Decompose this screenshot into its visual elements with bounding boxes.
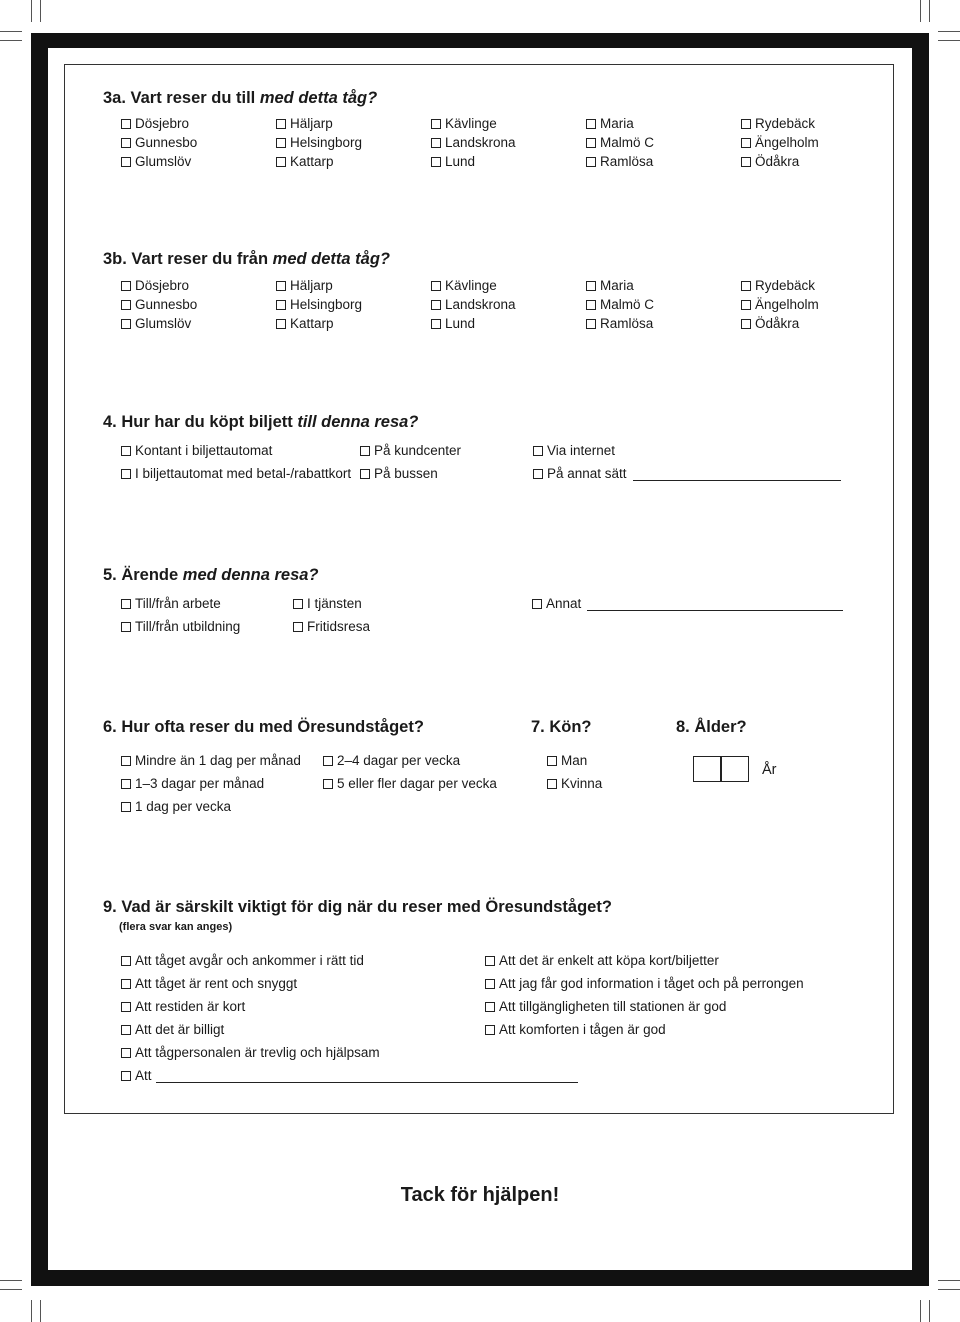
checkbox[interactable] <box>586 319 596 329</box>
checkbox-option[interactable]: Maria <box>586 116 634 132</box>
checkbox[interactable] <box>276 157 286 167</box>
checkbox-option[interactable]: Helsingborg <box>276 135 362 151</box>
checkbox[interactable] <box>547 756 557 766</box>
checkbox[interactable] <box>121 779 131 789</box>
checkbox-option[interactable]: På bussen <box>360 466 438 482</box>
checkbox[interactable] <box>276 319 286 329</box>
checkbox-option[interactable]: Kävlinge <box>431 278 497 294</box>
checkbox-option[interactable]: Att tågpersonalen är trevlig och hjälpsam <box>121 1045 380 1061</box>
checkbox-option[interactable]: 1–3 dagar per månad <box>121 776 264 792</box>
question-9-heading: 9. Vad är särskilt viktigt för dig när du reser med Öresundståget? <box>103 898 612 916</box>
crop-mark <box>0 1289 22 1290</box>
checkbox-option[interactable]: Att det är billigt <box>121 1022 224 1038</box>
checkbox-option[interactable]: Ängelholm <box>741 135 819 151</box>
checkbox-option[interactable]: Att <box>121 1068 578 1084</box>
crop-mark <box>938 31 960 32</box>
checkbox[interactable] <box>121 446 131 456</box>
checkbox[interactable] <box>121 319 131 329</box>
checkbox[interactable] <box>121 138 131 148</box>
checkbox-option[interactable]: Kävlinge <box>431 116 497 132</box>
crop-mark <box>0 31 22 32</box>
checkbox[interactable] <box>121 956 131 966</box>
checkbox-option[interactable]: Att tillgängligheten till stationen är god <box>485 999 726 1015</box>
checkbox[interactable] <box>323 779 333 789</box>
checkbox[interactable] <box>431 138 441 148</box>
checkbox[interactable] <box>485 956 495 966</box>
checkbox-option[interactable]: Häljarp <box>276 116 333 132</box>
checkbox-option[interactable]: Lund <box>431 316 475 332</box>
checkbox[interactable] <box>533 469 543 479</box>
question-6-heading: 6. Hur ofta reser du med Öresundståget? <box>103 718 424 736</box>
checkbox-option[interactable]: Fritidsresa <box>293 619 370 635</box>
checkbox-option[interactable]: Rydebäck <box>741 116 815 132</box>
checkbox[interactable] <box>741 157 751 167</box>
crop-mark <box>920 1300 921 1322</box>
checkbox-option[interactable]: Via internet <box>533 443 615 459</box>
checkbox[interactable] <box>360 446 370 456</box>
crop-mark <box>31 1300 32 1322</box>
checkbox[interactable] <box>741 138 751 148</box>
crop-mark <box>929 0 930 22</box>
checkbox-option[interactable]: Till/från arbete <box>121 596 221 612</box>
checkbox-option[interactable]: 2–4 dagar per vecka <box>323 753 460 769</box>
checkbox-option[interactable]: Gunnesbo <box>121 135 197 151</box>
checkbox[interactable] <box>121 119 131 129</box>
checkbox[interactable] <box>360 469 370 479</box>
checkbox[interactable] <box>485 1025 495 1035</box>
checkbox[interactable] <box>276 300 286 310</box>
checkbox-option[interactable]: Mindre än 1 dag per månad <box>121 753 301 769</box>
checkbox[interactable] <box>276 138 286 148</box>
checkbox-option[interactable]: Dösjebro <box>121 278 189 294</box>
crop-mark <box>938 40 960 41</box>
checkbox-option[interactable]: Glumslöv <box>121 316 191 332</box>
checkbox[interactable] <box>586 119 596 129</box>
checkbox-option[interactable]: Ödåkra <box>741 316 799 332</box>
age-digit-box[interactable] <box>721 756 749 782</box>
question-9-note: (flera svar kan anges) <box>119 921 233 933</box>
crop-mark <box>920 0 921 22</box>
checkbox-option[interactable]: På annat sätt <box>533 466 841 482</box>
checkbox-option[interactable]: Att jag får god information i tåget och på perrongen <box>485 976 804 992</box>
checkbox-option[interactable]: Kattarp <box>276 154 334 170</box>
crop-mark <box>0 40 22 41</box>
checkbox[interactable] <box>741 300 751 310</box>
checkbox[interactable] <box>121 469 131 479</box>
checkbox-option[interactable]: Landskrona <box>431 297 516 313</box>
crop-mark <box>938 1280 960 1281</box>
checkbox-option[interactable]: Kvinna <box>547 776 602 792</box>
crop-mark <box>31 0 32 22</box>
checkbox[interactable] <box>741 319 751 329</box>
checkbox-option[interactable]: Gunnesbo <box>121 297 197 313</box>
crop-mark <box>40 0 41 22</box>
checkbox[interactable] <box>276 119 286 129</box>
checkbox-option[interactable]: Maria <box>586 278 634 294</box>
checkbox[interactable] <box>293 599 303 609</box>
checkbox[interactable] <box>741 281 751 291</box>
other-answer-line[interactable] <box>633 467 841 481</box>
question-7-heading: 7. Kön? <box>531 718 592 736</box>
crop-mark <box>929 1300 930 1322</box>
checkbox[interactable] <box>121 157 131 167</box>
crop-mark <box>0 1280 22 1281</box>
checkbox-option[interactable]: Ramlösa <box>586 154 653 170</box>
question-3b-heading: 3b. Vart reser du från med detta tåg? <box>103 250 391 268</box>
question-8-heading: 8. Ålder? <box>676 718 747 736</box>
checkbox-option[interactable]: Kattarp <box>276 316 334 332</box>
checkbox-option[interactable]: Annat <box>532 596 843 612</box>
checkbox[interactable] <box>121 802 131 812</box>
checkbox[interactable] <box>121 300 131 310</box>
crop-mark <box>40 1300 41 1322</box>
checkbox[interactable] <box>121 1025 131 1035</box>
checkbox-option[interactable]: Dösjebro <box>121 116 189 132</box>
crop-mark <box>938 1289 960 1290</box>
other-answer-line[interactable] <box>156 1069 578 1083</box>
checkbox-option[interactable]: I tjänsten <box>293 596 362 612</box>
question-3a-heading: 3a. Vart reser du till med detta tåg? <box>103 89 378 107</box>
checkbox-option[interactable]: Helsingborg <box>276 297 362 313</box>
checkbox-option[interactable]: Till/från utbildning <box>121 619 240 635</box>
checkbox[interactable] <box>586 157 596 167</box>
checkbox[interactable] <box>431 319 441 329</box>
checkbox-option[interactable]: Malmö C <box>586 135 654 151</box>
checkbox[interactable] <box>121 756 131 766</box>
closing-message: Tack för hjälpen! <box>400 1184 560 1206</box>
checkbox[interactable] <box>586 281 596 291</box>
checkbox[interactable] <box>121 979 131 989</box>
checkbox[interactable] <box>276 281 286 291</box>
checkbox-option[interactable]: Malmö C <box>586 297 654 313</box>
checkbox[interactable] <box>293 622 303 632</box>
checkbox[interactable] <box>547 779 557 789</box>
checkbox[interactable] <box>121 622 131 632</box>
checkbox[interactable] <box>431 281 441 291</box>
checkbox-option[interactable]: Häljarp <box>276 278 333 294</box>
checkbox[interactable] <box>121 599 131 609</box>
checkbox[interactable] <box>485 979 495 989</box>
checkbox-option[interactable]: 5 eller fler dagar per vecka <box>323 776 497 792</box>
checkbox-option[interactable]: Man <box>547 753 587 769</box>
checkbox-option[interactable]: Att restiden är kort <box>121 999 245 1015</box>
checkbox-option[interactable]: Ängelholm <box>741 297 819 313</box>
age-digit-box[interactable] <box>693 756 721 782</box>
checkbox[interactable] <box>121 1048 131 1058</box>
checkbox-option[interactable]: Kontant i biljettautomat <box>121 443 272 459</box>
checkbox-option[interactable]: Rydebäck <box>741 278 815 294</box>
checkbox[interactable] <box>431 119 441 129</box>
checkbox-option[interactable]: Glumslöv <box>121 154 191 170</box>
checkbox-option[interactable]: Att tåget är rent och snyggt <box>121 976 297 992</box>
checkbox-option[interactable]: 1 dag per vecka <box>121 799 231 815</box>
checkbox-option[interactable]: Att komforten i tågen är god <box>485 1022 666 1038</box>
checkbox-option[interactable]: Att det är enkelt att köpa kort/biljetter <box>485 953 719 969</box>
checkbox[interactable] <box>485 1002 495 1012</box>
question-4-heading: 4. Hur har du köpt biljett till denna resa? <box>103 413 419 431</box>
other-answer-line[interactable] <box>587 597 843 611</box>
age-unit-label: År <box>762 762 777 778</box>
checkbox-option[interactable]: Ödåkra <box>741 154 799 170</box>
checkbox[interactable] <box>323 756 333 766</box>
checkbox-option[interactable]: Ramlösa <box>586 316 653 332</box>
checkbox[interactable] <box>121 1071 131 1081</box>
checkbox[interactable] <box>121 281 131 291</box>
question-5-heading: 5. Ärende med denna resa? <box>103 566 319 584</box>
checkbox[interactable] <box>586 138 596 148</box>
checkbox[interactable] <box>586 300 596 310</box>
checkbox[interactable] <box>741 119 751 129</box>
checkbox[interactable] <box>533 446 543 456</box>
checkbox-option[interactable]: På kundcenter <box>360 443 461 459</box>
checkbox-option[interactable]: Lund <box>431 154 475 170</box>
checkbox[interactable] <box>431 300 441 310</box>
checkbox[interactable] <box>431 157 441 167</box>
checkbox-option[interactable]: Landskrona <box>431 135 516 151</box>
checkbox[interactable] <box>532 599 542 609</box>
checkbox-option[interactable]: I biljettautomat med betal-/rabattkort <box>121 466 351 482</box>
checkbox[interactable] <box>121 1002 131 1012</box>
checkbox-option[interactable]: Att tåget avgår och ankommer i rätt tid <box>121 953 364 969</box>
